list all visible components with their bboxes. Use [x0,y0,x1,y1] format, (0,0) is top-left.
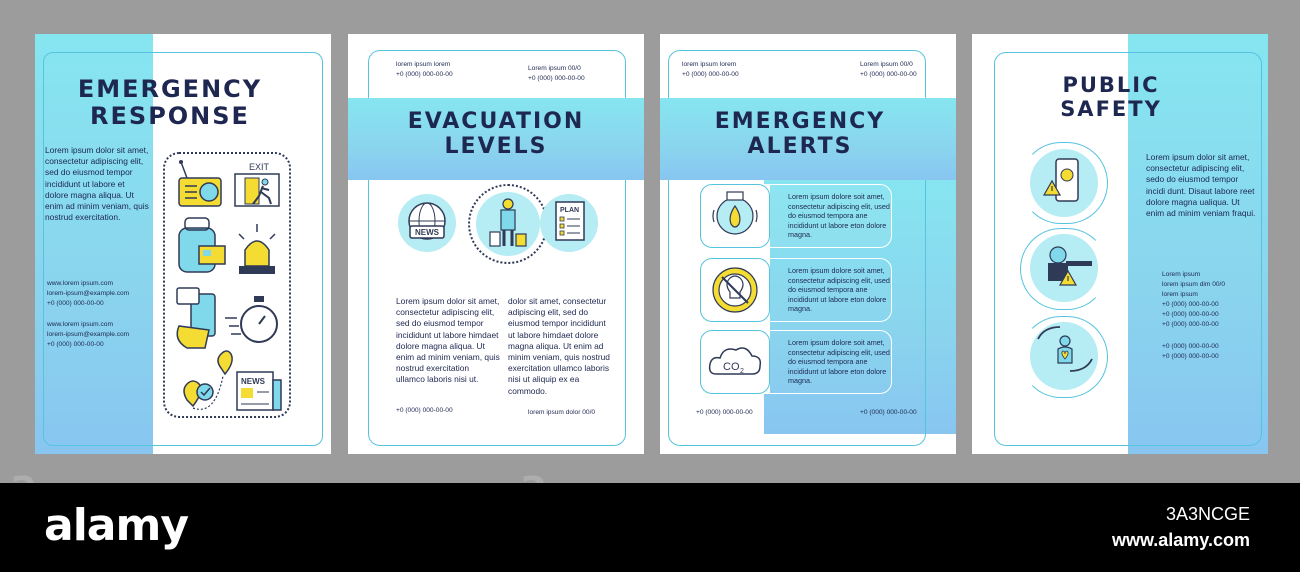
contact-block-2: +0 (000) 000-00-00 +0 (000) 000-00-00 [1162,343,1219,360]
person-luggage-icon [490,199,526,246]
stock-logo: alamy [44,500,188,551]
svg-text:EXIT: EXIT [249,162,270,172]
header-contact-left: lorem ipsum lorem +0 (000) 000-00-00 [396,61,453,78]
brochure-panel-evacuation-levels [348,34,644,454]
brochure-panel-emergency-alerts [660,34,956,454]
svg-text:PLAN: PLAN [560,207,580,214]
header-contact-right: Lorem ipsum 00/0 +0 (000) 000-00-00 [860,61,917,78]
page-title: EMERGENCY ALERTS [714,109,886,159]
exit-sign-icon [235,162,279,206]
svg-text:NEWS: NEWS [415,228,439,237]
brochure-panel-emergency-response [35,34,331,454]
globe-news-icon [409,203,445,239]
stock-footer-bar [0,483,1300,572]
phone-message-icon [177,288,215,348]
body-text: Lorem ipsum dolor sit amet, consectetur adipiscing elit, sed do eiusmod tempor incididunt ut labore et dolore magna aliqua. Ut enim ad minim veniam, quis nostrud exercitation. [45,145,149,223]
stock-image-id: 3A3NCGE [1165,504,1250,524]
header-contact-right: Lorem ipsum 00/0 +0 (000) 000-00-00 [528,65,585,82]
safety-icons-art [1030,149,1100,394]
stopwatch-icon [225,296,277,342]
footer-info: lorem ipsum dolor 00/0 [528,409,596,416]
page-title: PUBLIC SAFETY [1060,73,1162,121]
phone-alert-icon [1044,159,1078,201]
plan-checklist-icon [556,202,584,240]
svg-text:CO: CO [723,361,740,373]
alert-icons-art [700,184,770,394]
no-light-icon [713,268,757,312]
icon-grid [163,152,291,418]
stock-url: www.alamy.com [1111,530,1250,550]
shooter-alert-icon [1048,247,1092,285]
co2-cloud-icon [710,348,761,375]
header-contact-left: lorem ipsum lorem +0 (000) 000-00-00 [682,61,739,78]
body-column-2: dolor sit amet, consectetur adipiscing elit, sed do eiusmod tempor incididunt ut labore himdaet dolore magna aliqua. Ut enim ad minim veniam, quis nostrud exercitation ullamco laboris nisi ut aliquip ex ea commodo. [508,296,610,396]
newspaper-icon [237,372,281,410]
page-title: EMERGENCY RESPONSE [77,75,263,130]
siren-icon [239,224,275,274]
footer-phone-right: +0 (000) 000-00-00 [860,409,917,416]
alert-text-2: Lorem ipsum dolore soit amet, consectetur adipiscing elit, used do eiusmod tempora ane incididunt ut labore eton dolore magna. [788,266,890,314]
svg-text:2: 2 [740,368,744,375]
svg-text:NEWS: NEWS [241,377,265,386]
body-text: Lorem ipsum dolor sit amet, consectetur adipiscing elit, sedo do eiusmod tempor incidi dunt. Disaut labore reet dolore magna ualiqua. Ut enim ad minim veniam fraqui. [1146,152,1256,219]
alert-text-1: Lorem ipsum dolore soit amet, consectetur adipiscing elit, used do eiusmod tempora ane incididunt ut labore eton dolore magna. [788,192,890,240]
contact-block-2: www.lorem ipsum.com lorem-ipsum@example.com +0 (000) 000-00-00 [47,321,130,348]
body-column-1: Lorem ipsum dolor sit amet, consectetur adipiscing elit, sed do eiusmod tempor incididunt ut labore himdaet dolore magna aliqua. Ut enim ad minim veniam, quis nostrud exercitation ullamco laboris nisi ut. [396,296,500,385]
icon-grid-art [165,154,293,420]
map-route-icon [184,351,232,409]
footer-phone-left: +0 (000) 000-00-00 [696,409,753,416]
fire-alarm-icon [713,192,757,234]
contact-block-1: www.lorem ipsum.com lorem-ipsum@example.com +0 (000) 000-00-00 [47,280,130,307]
first-aid-backpack-icon [179,218,225,272]
brochure-panel-public-safety [972,34,1268,454]
alert-text-3: Lorem ipsum dolore soit amet, consectetur adipiscing elit, used do eiusmod tempora ane incididunt ut labore eton dolore magna. [788,338,890,386]
page-title: EVACUATION LEVELS [407,109,585,159]
contact-block: Lorem ipsum lorem ipsum dim 00/0 lorem ipsum +0 (000) 000-00-00 +0 (000) 000-00-00 +0 (000) 000-00-00 [1162,271,1226,328]
evacuation-icons-art [398,194,598,258]
footer-phone: +0 (000) 000-00-00 [396,407,453,414]
protective-hands-icon [1038,327,1092,371]
radio-icon [179,160,221,206]
